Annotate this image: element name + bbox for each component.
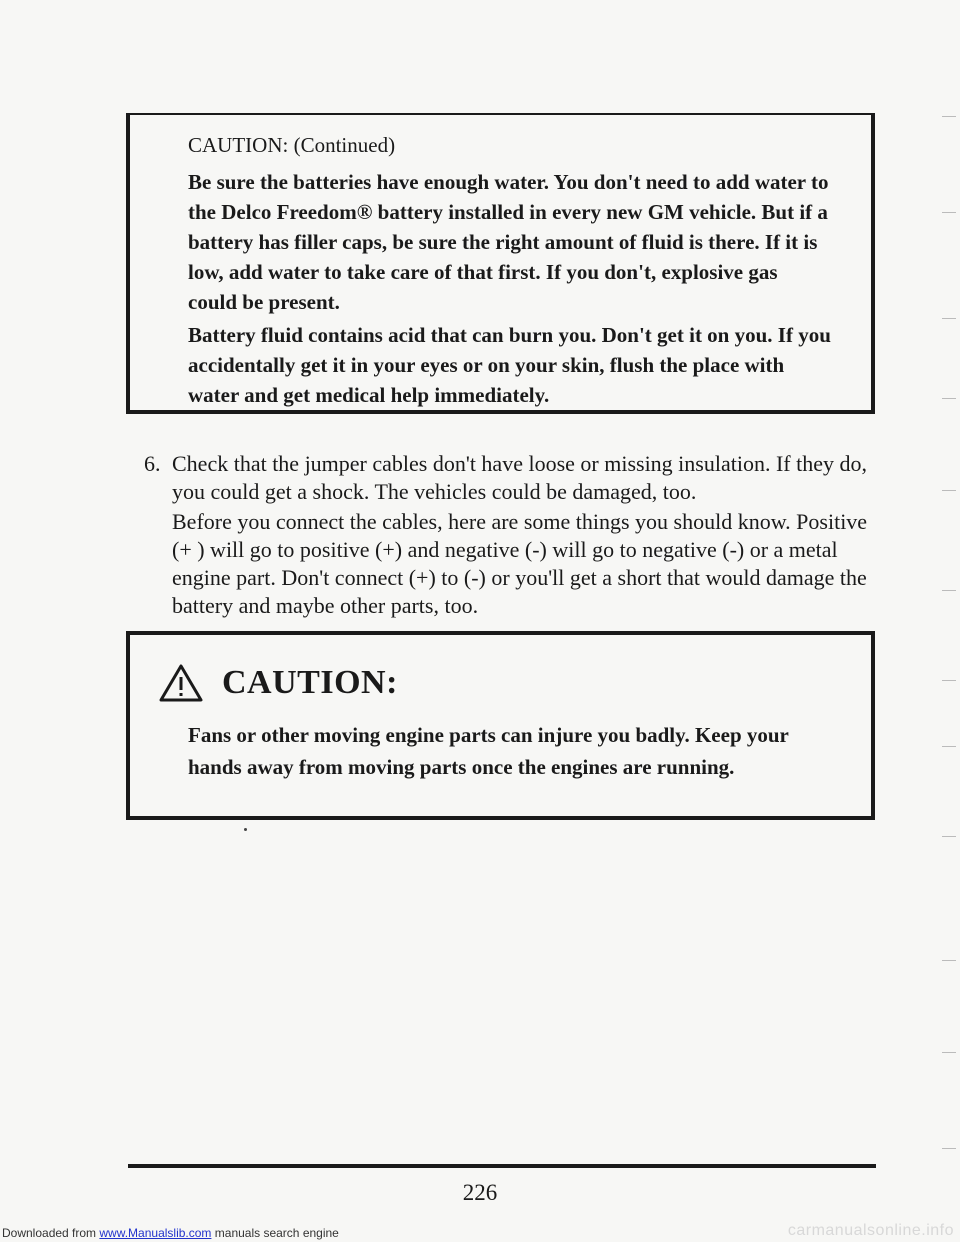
caution-continued-box: [126, 113, 875, 414]
caution-paragraph-water: Be sure the batteries have enough water. You don't need to add water to the Delco Freedom® battery installed in every new GM vehicle. But if a battery has filler caps, be sure the right amount of fluid is there. If it is low, add water to take care of that first. If you don't, explosive gas could be present.: [188, 170, 829, 314]
cable-connection-paragraph: Before you connect the cables, here are some things you should know. Positive (+ ) will go to positive (+) and negative (-) will go to negative (-) or a metal engine part. Don't connect (+) to (-) or you'll get a short that would damage the battery and maybe other parts, too.: [172, 509, 868, 618]
margin-tick: [942, 1148, 956, 1149]
banner-prefix: Downloaded from: [2, 1226, 100, 1240]
download-banner: [2, 1226, 339, 1240]
margin-tick: [942, 1052, 956, 1053]
page-number: 226: [462, 1180, 498, 1205]
margin-tick: [942, 116, 956, 117]
margin-tick: [942, 680, 956, 681]
stray-mark: [244, 828, 247, 831]
watermark: carmanualsonline.info: [787, 1222, 954, 1239]
step-number: 6.: [144, 451, 161, 476]
caution-heading-text: CAUTION:: [222, 664, 398, 701]
banner-suffix: manuals search engine: [211, 1226, 339, 1240]
margin-tick: [942, 836, 956, 837]
step-6: [144, 450, 874, 506]
step-text: Check that the jumper cables don't have loose or missing insulation. If they do, you could get a shock. The vehicles could be damaged, too.: [172, 451, 867, 504]
margin-tick: [942, 590, 956, 591]
margin-tick: [942, 490, 956, 491]
margin-tick: [942, 318, 956, 319]
caution-fans-text: Fans or other moving engine parts can injure you badly. Keep your hands away from moving parts once the engines are running.: [188, 723, 789, 779]
margin-tick: [942, 212, 956, 213]
caution-paragraph-acid: Battery fluid contains acid that can burn you. Don't get it on you. If you accidentally get it in your eyes or on your skin, flush the place with water and get medical help immediately.: [188, 323, 831, 407]
margin-tick: [942, 398, 956, 399]
warning-triangle-icon: [158, 663, 204, 703]
footer-rule: [128, 1164, 876, 1168]
manualslib-link[interactable]: www.Manualslib.com: [99, 1226, 212, 1240]
margin-tick: [942, 960, 956, 961]
margin-tick: [942, 746, 956, 747]
caution-continued-heading: CAUTION: (Continued): [188, 133, 396, 157]
caution-heading: [158, 663, 398, 703]
margin-ticks: [930, 0, 960, 1242]
caution-fans-box: [126, 631, 875, 820]
